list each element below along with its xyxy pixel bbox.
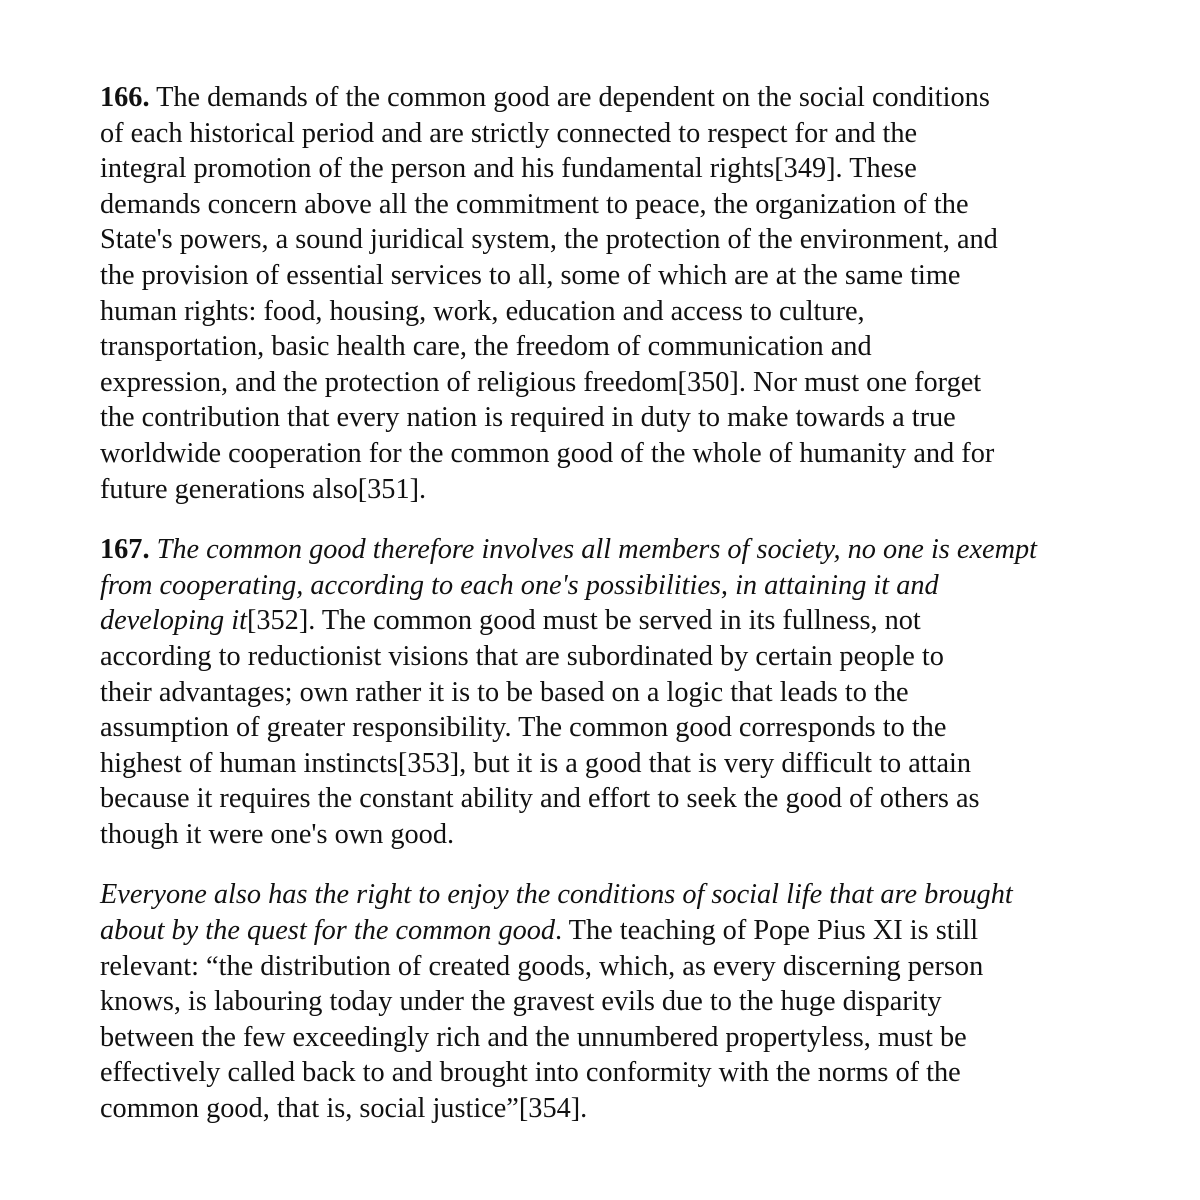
- paragraph-number: 167.: [100, 534, 150, 566]
- italic-text-line: about by the quest for the common good: [100, 915, 556, 947]
- text-line: future generations also[351].: [100, 473, 427, 505]
- text-line: [352]. The common good must be served in its fullness, not: [246, 605, 921, 637]
- text-line: expression, and the protection of religious freedom[350]. Nor must one forget: [100, 366, 982, 398]
- text-line: of each historical period and are strictly connected to respect for and the: [100, 117, 918, 149]
- text-line: worldwide cooperation for the common good of the whole of humanity and for: [100, 437, 995, 469]
- text-line: assumption of greater responsibility. The common good corresponds to the: [100, 712, 947, 744]
- italic-text-line: The common good therefore involves all members of society, no one is exempt: [149, 534, 1038, 566]
- text-line: State's powers, a sound juridical system, the protection of the environment, and: [100, 224, 998, 256]
- text-line: integral promotion of the person and his fundamental rights[349]. These: [100, 153, 917, 185]
- document-page: [100, 80, 1112, 1152]
- text-line: common good, that is, social justice”[354].: [100, 1093, 588, 1125]
- text-line: highest of human instincts[353], but it is a good that is very difficult to attain: [100, 747, 972, 779]
- text-line: the contribution that every nation is required in duty to make towards a true: [100, 402, 956, 434]
- text-line: according to reductionist visions that are subordinated by certain people to: [100, 640, 944, 672]
- text-line: relevant: “the distribution of created goods, which, as every discerning person: [100, 950, 984, 982]
- italic-text-line: developing it: [100, 605, 247, 637]
- text-line: between the few exceedingly rich and the unnumbered propertyless, must be: [100, 1021, 967, 1053]
- italic-text-line: Everyone also has the right to enjoy the conditions of social life that are brought: [100, 879, 1013, 911]
- text-line: . The teaching of Pope Pius XI is still: [555, 915, 979, 947]
- paragraph-166: [100, 80, 1112, 507]
- text-line: demands concern above all the commitment to peace, the organization of the: [100, 188, 969, 220]
- text-line: The demands of the common good are dependent on the social conditions: [149, 82, 990, 113]
- text-line: because it requires the constant ability and effort to seek the good of others as: [100, 783, 980, 815]
- paragraph-167: [100, 532, 1112, 852]
- text-line: transportation, basic health care, the freedom of communication and: [100, 331, 872, 363]
- text-line: their advantages; own rather it is to be based on a logic that leads to the: [100, 676, 909, 708]
- italic-text-line: from cooperating, according to each one's possibilities, in attaining it and: [100, 569, 939, 601]
- text-line: knows, is labouring today under the gravest evils due to the huge disparity: [100, 986, 942, 1018]
- paragraph-number: 166.: [100, 82, 150, 113]
- text-line: human rights: food, housing, work, education and access to culture,: [100, 295, 865, 327]
- text-line: effectively called back to and brought into conformity with the norms of the: [100, 1057, 961, 1089]
- paragraph-social-justice: [100, 877, 1112, 1126]
- text-line: though it were one's own good.: [100, 818, 455, 850]
- text-line: the provision of essential services to all, some of which are at the same time: [100, 259, 961, 291]
